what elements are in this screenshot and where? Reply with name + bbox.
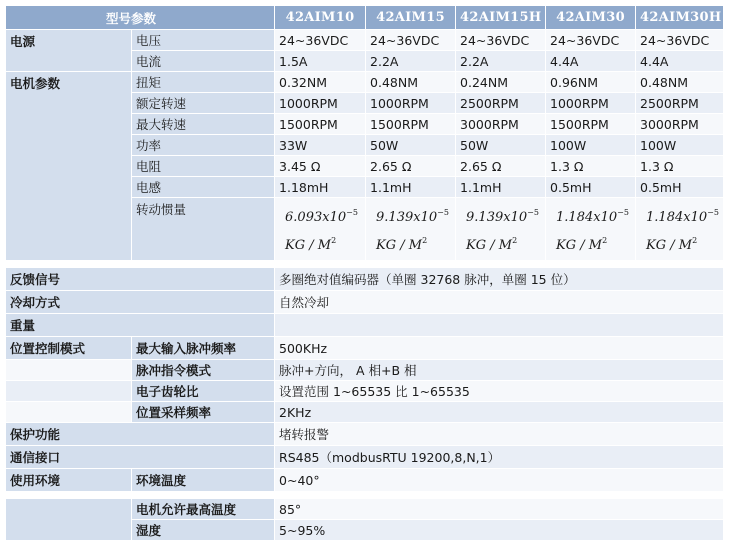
category-position: 位置控制模式 <box>6 337 132 360</box>
param-label: 脉冲指令模式 <box>132 360 275 381</box>
param-value: 1.5A <box>275 51 366 72</box>
param-value: 0~40° <box>275 469 724 492</box>
category-feedback: 反馈信号 <box>6 268 275 291</box>
param-value: 100W <box>636 135 724 156</box>
param-label: 电阻 <box>132 156 275 177</box>
param-label: 额定转速 <box>132 93 275 114</box>
param-value: 2500RPM <box>636 93 724 114</box>
inertia-unit: KG / M <box>376 238 423 253</box>
comm-row <box>6 446 724 469</box>
category-protection: 保护功能 <box>6 423 275 446</box>
category-comm: 通信接口 <box>6 446 275 469</box>
inertia-unit: KG / M <box>646 238 693 253</box>
param-value <box>275 314 724 337</box>
param-value: 100W <box>546 135 636 156</box>
param-label: 电感 <box>132 177 275 198</box>
param-value: 自然冷却 <box>275 291 724 314</box>
inertia-exponent: −5 <box>346 208 358 217</box>
param-value: 设置范围 1~65535 比 1~65535 <box>275 381 724 402</box>
ambient-temp-row <box>6 469 724 492</box>
param-label: 电压 <box>132 30 275 51</box>
inertia-value <box>546 198 636 261</box>
inertia-mantissa: 6.093x10 <box>285 210 347 225</box>
param-value: 1.1mH <box>456 177 546 198</box>
inertia-unit-exp: 2 <box>512 236 518 245</box>
param-value: 3.45 Ω <box>275 156 366 177</box>
inertia-unit-exp: 2 <box>602 236 608 245</box>
param-label: 环境温度 <box>132 469 275 492</box>
inertia-exponent: −5 <box>617 208 629 217</box>
pulse-mode-row <box>6 360 724 381</box>
param-value: 4.4A <box>636 51 724 72</box>
param-value: 多圈绝对值编码器（单圈 32768 脉冲，单圈 15 位） <box>275 268 724 291</box>
param-value: 3000RPM <box>636 114 724 135</box>
model-header: 42AIM30H <box>636 6 724 30</box>
inertia-value <box>366 198 456 261</box>
sampling-row <box>6 402 724 423</box>
category-motor: 电机参数 <box>6 72 132 261</box>
model-header: 42AIM15 <box>366 6 456 30</box>
param-value: 2500RPM <box>456 93 546 114</box>
param-value: 0.96NM <box>546 72 636 93</box>
model-header: 42AIM30 <box>546 6 636 30</box>
param-value: 1500RPM <box>366 114 456 135</box>
category-environment: 使用环境 <box>6 469 132 492</box>
spacer <box>6 261 724 268</box>
inertia-unit: KG / M <box>556 238 603 253</box>
param-label: 扭矩 <box>132 72 275 93</box>
empty-cell <box>6 499 132 541</box>
param-value: 50W <box>456 135 546 156</box>
category-power: 电源 <box>6 30 132 72</box>
protection-row <box>6 423 724 446</box>
param-value: 脉冲+方向， A 相+B 相 <box>275 360 724 381</box>
param-label: 电机允许最高温度 <box>132 499 275 520</box>
param-value: 85° <box>275 499 724 520</box>
param-value: 0.48NM <box>636 72 724 93</box>
inertia-value <box>636 198 724 261</box>
param-value: 2.2A <box>366 51 456 72</box>
inertia-mantissa: 9.139x10 <box>466 210 528 225</box>
gear-ratio-row <box>6 381 724 402</box>
inertia-unit: KG / M <box>466 238 513 253</box>
param-value: 2.2A <box>456 51 546 72</box>
inertia-exponent: −5 <box>437 208 449 217</box>
max-pulse-row <box>6 337 724 360</box>
param-value: 2.65 Ω <box>366 156 456 177</box>
inertia-unit-exp: 2 <box>692 236 698 245</box>
param-value: 0.5mH <box>636 177 724 198</box>
inertia-mantissa: 9.139x10 <box>376 210 438 225</box>
param-label: 最大转速 <box>132 114 275 135</box>
param-value: RS485（modbusRTU 19200,8,N,1） <box>275 446 724 469</box>
param-value: 2KHz <box>275 402 724 423</box>
param-value: 33W <box>275 135 366 156</box>
param-value: 1000RPM <box>366 93 456 114</box>
param-value: 4.4A <box>546 51 636 72</box>
param-value: 0.32NM <box>275 72 366 93</box>
spec-table <box>5 5 724 541</box>
param-label: 湿度 <box>132 520 275 541</box>
param-label: 位置采样频率 <box>132 402 275 423</box>
model-header: 42AIM10 <box>275 6 366 30</box>
inertia-unit-exp: 2 <box>422 236 428 245</box>
param-value: 5~95% <box>275 520 724 541</box>
param-label: 最大输入脉冲频率 <box>132 337 275 360</box>
inertia-unit: KG / M <box>285 238 332 253</box>
param-value: 1000RPM <box>275 93 366 114</box>
param-label: 转动惯量 <box>132 198 275 261</box>
inertia-mantissa: 1.184x10 <box>556 210 618 225</box>
param-value: 1500RPM <box>546 114 636 135</box>
param-value: 24~36VDC <box>366 30 456 51</box>
param-value: 24~36VDC <box>546 30 636 51</box>
inertia-value <box>456 198 546 261</box>
spacer-row <box>6 261 724 268</box>
inertia-value <box>275 198 366 261</box>
param-value: 1.3 Ω <box>636 156 724 177</box>
param-value: 0.24NM <box>456 72 546 93</box>
param-value: 0.48NM <box>366 72 456 93</box>
param-value: 2.65 Ω <box>456 156 546 177</box>
param-value: 0.5mH <box>546 177 636 198</box>
param-value: 3000RPM <box>456 114 546 135</box>
param-value: 50W <box>366 135 456 156</box>
param-value: 堵转报警 <box>275 423 724 446</box>
inertia-mantissa: 1.184x10 <box>646 210 708 225</box>
weight-row <box>6 314 724 337</box>
inertia-exponent: −5 <box>707 208 719 217</box>
param-value: 1.18mH <box>275 177 366 198</box>
cooling-row <box>6 291 724 314</box>
param-label: 功率 <box>132 135 275 156</box>
header-title: 型号参数 <box>6 6 275 30</box>
motor-max-temp-row <box>6 499 724 520</box>
voltage-row <box>6 30 724 51</box>
header-row <box>6 6 724 30</box>
torque-row <box>6 72 724 93</box>
inertia-exponent: −5 <box>527 208 539 217</box>
spacer <box>6 492 724 499</box>
category-cooling: 冷却方式 <box>6 291 275 314</box>
param-value: 24~36VDC <box>275 30 366 51</box>
empty-cell <box>6 402 132 423</box>
category-weight: 重量 <box>6 314 275 337</box>
param-label: 电子齿轮比 <box>132 381 275 402</box>
feedback-row <box>6 268 724 291</box>
param-value: 500KHz <box>275 337 724 360</box>
param-value: 1000RPM <box>546 93 636 114</box>
param-value: 24~36VDC <box>456 30 546 51</box>
param-value: 1.3 Ω <box>546 156 636 177</box>
empty-cell <box>6 381 132 402</box>
param-value: 1500RPM <box>275 114 366 135</box>
empty-cell <box>6 360 132 381</box>
inertia-unit-exp: 2 <box>331 236 337 245</box>
param-label: 电流 <box>132 51 275 72</box>
model-header: 42AIM15H <box>456 6 546 30</box>
spacer-row <box>6 492 724 499</box>
param-value: 24~36VDC <box>636 30 724 51</box>
param-value: 1.1mH <box>366 177 456 198</box>
